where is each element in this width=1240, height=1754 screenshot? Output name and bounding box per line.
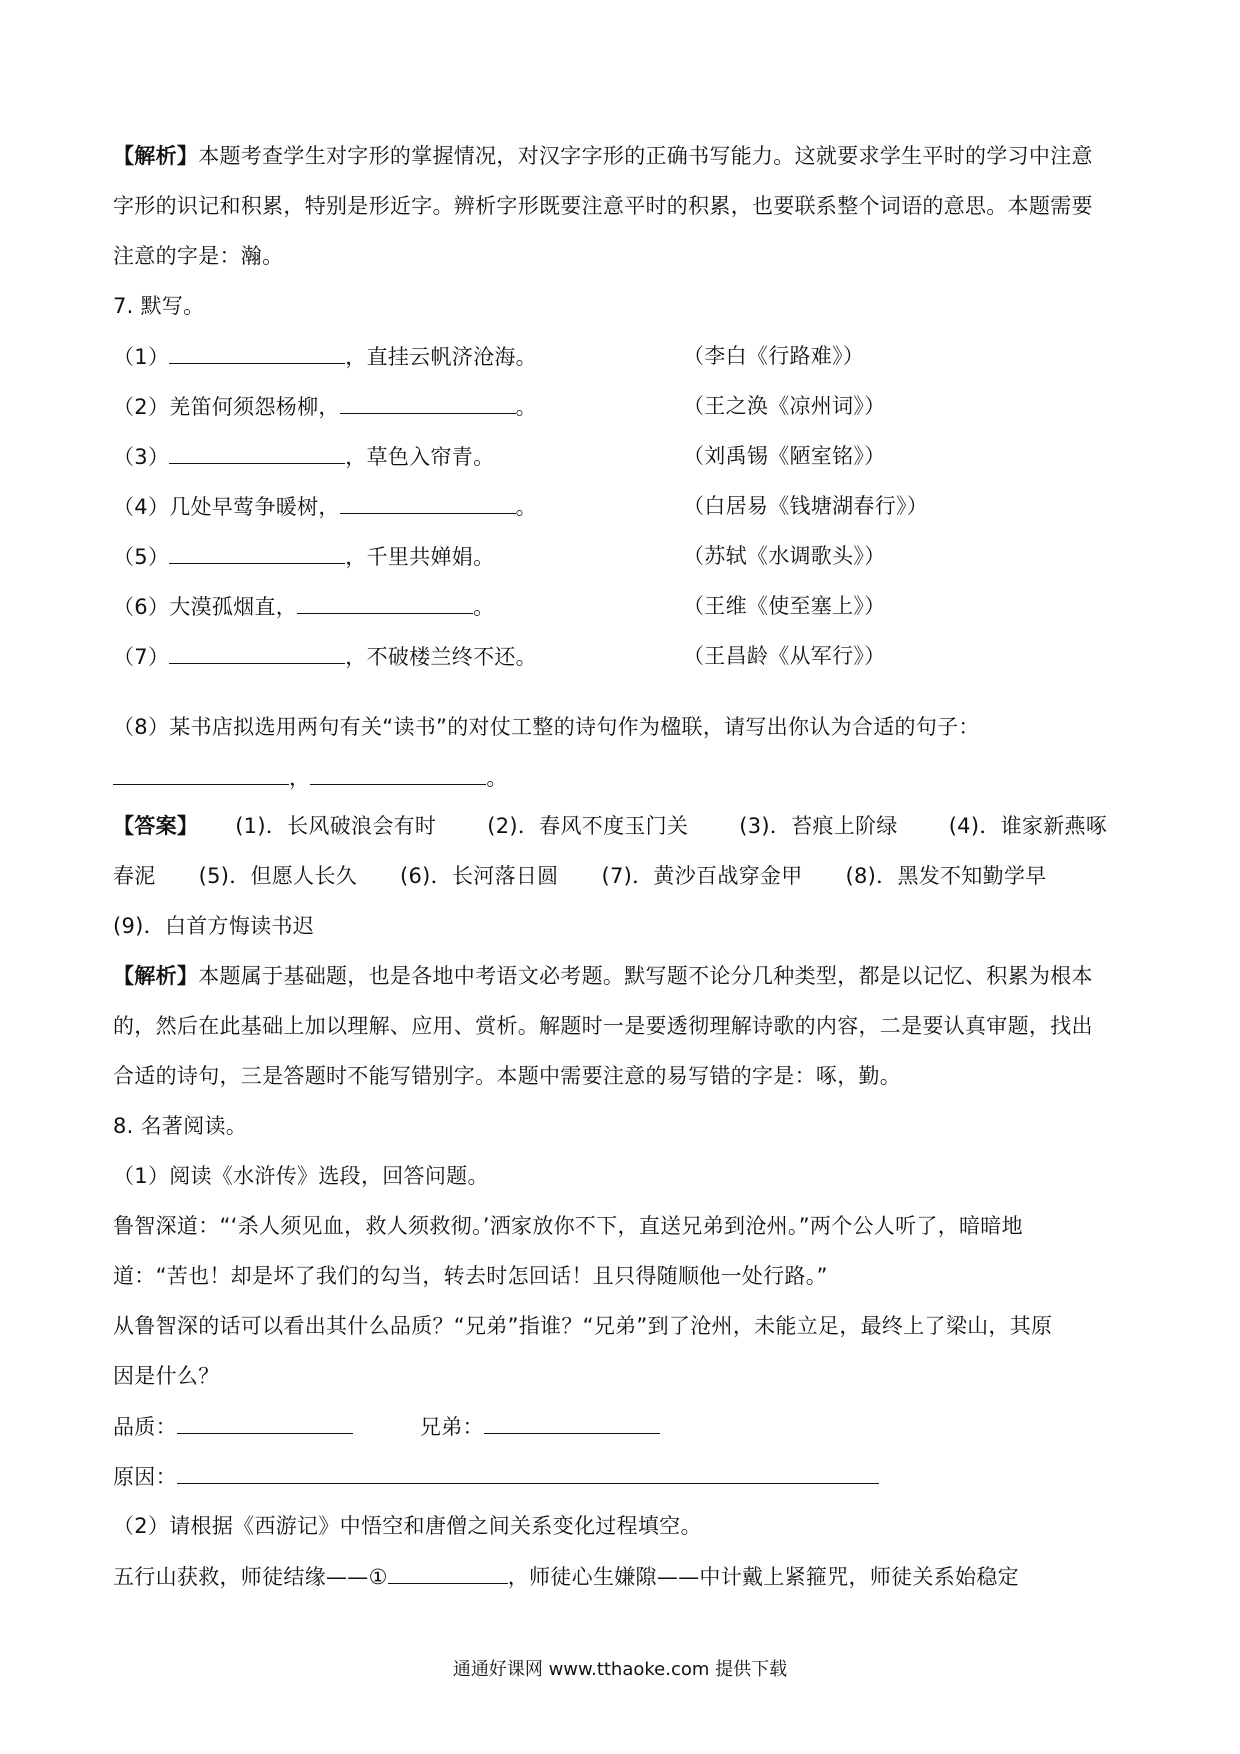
answer-blank[interactable] — [113, 762, 289, 785]
answer-item: (6)．长河落日圆 — [400, 864, 559, 888]
answer-item: 春泥 — [113, 864, 156, 888]
answer-blank[interactable] — [388, 1561, 508, 1584]
answer-blank[interactable] — [340, 491, 516, 514]
analysis-tag: 【解析】 — [113, 964, 199, 988]
q7-item-1: （1） ，直挂云帆济沧海。 （李白《行路难》） — [113, 341, 1128, 372]
answer-item: (4)．谁家新燕啄 — [948, 814, 1108, 838]
q7-item-2: （2）羌笛何须怨杨柳， 。 （王之涣《凉州词》） — [113, 391, 1128, 422]
reason-blank[interactable] — [177, 1461, 879, 1484]
brother-label: 兄弟： — [419, 1415, 484, 1439]
q7-item-5: （5） ，千里共婵娟。 （苏轼《水调歌头》） — [113, 541, 1128, 572]
answer-blank[interactable] — [169, 441, 345, 464]
q7-answer-line-3: (9)．白首方悔读书迟 — [113, 914, 315, 938]
answer-blank[interactable] — [310, 762, 486, 785]
answer-item: (8)．黑发不知勤学早 — [845, 864, 1047, 888]
q7-item-3: （3） ，草色入帘青。 （刘禹锡《陋室铭》） — [113, 441, 1128, 472]
answer-blank[interactable] — [169, 341, 345, 364]
q7-item-6: （6）大漠孤烟直， 。 （王维《使至塞上》） — [113, 591, 1128, 622]
q8-fill-journey: 五行山获救，师徒结缘——① ，师徒心生嫌隙——中计戴上紧箍咒，师徒关系始稳定 — [113, 1561, 1128, 1592]
answer-item: (1)．长风破浪会有时 — [235, 814, 437, 838]
q8-passage-line-2: 道：“苦也！却是坏了我们的勾当，转去时怎回话！且只得随顺他一处行路。” — [113, 1264, 828, 1288]
answer-blank[interactable] — [297, 591, 473, 614]
answer-item: (2)．春风不度玉门关 — [487, 814, 689, 838]
answer-blank[interactable] — [169, 641, 345, 664]
q7-analysis-line-2: 的，然后在此基础上加以理解、应用、赏析。解题时一是要透彻理解诗歌的内容，二是要认真审题，找出 — [113, 1014, 1093, 1038]
brother-blank[interactable] — [484, 1411, 660, 1434]
q7-item-8: （8）某书店拟选用两句有关“读书”的对仗工整的诗句作为楹联，请写出你认为合适的句子： — [113, 715, 980, 739]
answer-item: (7)．黄沙百战穿金甲 — [601, 864, 803, 888]
q6-analysis-line-3: 注意的字是：瀚。 — [113, 244, 284, 268]
source-citation: （苏轼《水调歌头》） — [683, 544, 886, 568]
page-footer: 通通好课网 www.tthaoke.com 提供下载 — [452, 1659, 788, 1680]
q8-sub-1: （1）阅读《水浒传》选段，回答问题。 — [113, 1164, 489, 1188]
source-citation: （王昌龄《从军行》） — [683, 644, 886, 668]
source-citation: （李白《行路难》） — [683, 344, 865, 368]
q7-answer-line-1 — [113, 811, 1128, 841]
analysis-tag: 【解析】 — [113, 144, 199, 168]
q7-item-7: （7） ，不破楼兰终不还。 （王昌龄《从军行》） — [113, 641, 1128, 672]
answer-tag: 【答案】 — [113, 814, 199, 838]
q7-answer-line-2 — [113, 861, 1128, 891]
q8-question-line-1: 从鲁智深的话可以看出其什么品质？“兄弟”指谁？“兄弟”到了沧州，未能立足，最终上了梁山，其原 — [113, 1314, 1053, 1338]
q6-analysis-line-1: 【解析】本题考查学生对字形的掌握情况，对汉字字形的正确书写能力。这就要求学生平时的学习中注意 — [113, 144, 1093, 168]
q6-analysis-line-2: 字形的识记和积累，特别是形近字。辨析字形既要注意平时的积累，也要联系整个词语的意思。本题需要 — [113, 194, 1093, 218]
source-citation: （白居易《钱塘湖春行》） — [683, 494, 929, 518]
quality-blank[interactable] — [177, 1411, 353, 1434]
q8-title: 8. 名著阅读。 — [113, 1114, 248, 1138]
q7-item-8-blanks: ， 。 — [113, 762, 1128, 793]
source-citation: （刘禹锡《陋室铭》） — [683, 444, 886, 468]
q8-fill-quality-brother — [113, 1411, 1128, 1442]
source-citation: （王维《使至塞上》） — [683, 594, 886, 618]
answer-item: (5)．但愿人长久 — [198, 864, 358, 888]
q8-sub-2: （2）请根据《西游记》中悟空和唐僧之间关系变化过程填空。 — [113, 1514, 702, 1538]
q8-question-line-2: 因是什么？ — [113, 1364, 220, 1388]
q8-passage-line-1: 鲁智深道：“‘杀人须见血，救人须救彻。’洒家放你不下，直送兄弟到沧州。”两个公人听了，暗暗地 — [113, 1214, 1023, 1238]
q7-item-4: （4）几处早莺争暖树， 。 （白居易《钱塘湖春行》） — [113, 491, 1128, 522]
q7-analysis-line-3: 合适的诗句，三是答题时不能写错别字。本题中需要注意的易写错的字是：啄，勤。 — [113, 1064, 902, 1088]
reason-label: 原因： — [113, 1465, 177, 1489]
q7-analysis-line-1: 【解析】本题属于基础题，也是各地中考语文必考题。默写题不论分几种类型，都是以记忆、积累为根本 — [113, 964, 1093, 988]
quality-label: 品质： — [113, 1415, 177, 1439]
answer-blank[interactable] — [169, 541, 345, 564]
source-citation: （王之涣《凉州词》） — [683, 394, 886, 418]
q7-title: 7. 默写。 — [113, 294, 205, 318]
answer-blank[interactable] — [340, 391, 516, 414]
answer-item: (3)．苔痕上阶绿 — [739, 814, 898, 838]
q8-fill-reason — [113, 1461, 1128, 1492]
